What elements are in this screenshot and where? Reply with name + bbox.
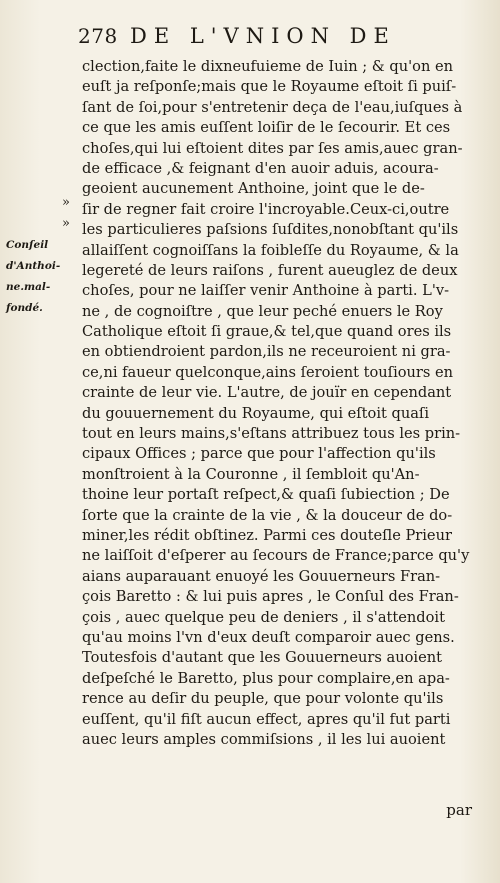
text-line: legereté de leurs raiſons , furent aueuglez de deux — [82, 261, 458, 279]
quote-mark: » — [62, 216, 70, 231]
text-line: qu'au moins l'vn d'eux deuſt comparoir auec gens. — [82, 628, 455, 646]
text-line: ne laiſſoit d'eſperer au ſecours de France;parce qu'y — [82, 547, 470, 565]
text-line: aians auparauant enuoyé les Gouuerneurs Fran- — [82, 567, 441, 585]
text-line: clection,faite le dixneufuieme de Iuin ; & qu'on en — [82, 58, 454, 75]
text-line: çois , auec quelque peu de deniers , il s'attendoit — [82, 608, 445, 626]
text-line: allaiſſent cognoiſſans la foibleſſe du Royaume, & la — [82, 241, 459, 259]
running-title: DE L'VNION DE — [130, 24, 396, 48]
text-line: euſſent, qu'il fiſt aucun effect, apres qu'il fut parti — [82, 710, 451, 728]
text-line: rence au deſir du peuple, que pour volonte qu'ils — [82, 690, 444, 708]
text-line: euſt ja reſponſe;mais que le Royaume eſtoit ſi puiſ- — [82, 78, 457, 96]
text-line: ce,ni faueur quelconque,ains ſeroient touſiours en — [82, 363, 454, 381]
text-line: deſpeſché le Baretto, plus pour complaire,en apa- — [82, 669, 450, 687]
catchword: par — [446, 801, 472, 819]
text-line: en obtiendroient pardon,ils ne receuroient ni gra- — [82, 343, 451, 361]
margin-note-line: ne.mal- — [6, 281, 51, 293]
text-line: de efficace ,& feignant d'en auoir aduis, acoura- — [82, 159, 439, 177]
text-line: tout en leurs mains,s'eſtans attribuez tous les prin- — [82, 425, 461, 443]
text-line: auec leurs amples commiſsions , il les lui auoient — [82, 730, 446, 748]
text-line: ne , de cognoiſtre , que leur peché enuers le Roy — [82, 302, 443, 320]
text-line: Toutesfois d'autant que les Gouuerneurs auoient — [82, 649, 442, 667]
quote-mark: » — [62, 195, 70, 210]
text-line: du gouuernement du Royaume, qui eſtoit quaſi — [82, 404, 430, 422]
text-line: ſant de ſoi,pour s'entretenir deça de l'eau,iuſques à — [82, 98, 463, 116]
text-line: ſir de regner fait croire l'incroyable.Ceux-ci,outre — [82, 200, 450, 218]
text-line: les particulieres paſsions ſuſdites,nonobſtant qu'ils — [82, 221, 459, 239]
text-line: crainte de leur vie. L'autre, de jouïr en cependant — [82, 384, 452, 402]
text-line: ce que les amis euſſent loiſir de le ſecourir. Et ces — [82, 119, 451, 137]
margin-note-line: fondé. — [6, 302, 43, 314]
text-line: monſtroient à la Couronne , il ſembloit qu'An- — [82, 465, 420, 483]
text-line: Catholique eſtoit ſi graue,& tel,que quand ores ils — [82, 323, 452, 341]
margin-note — [6, 235, 76, 319]
body-text — [82, 57, 484, 750]
text-line: thoine leur portaſt reſpect,& quaſi ſubiection ; De — [82, 486, 450, 504]
text-line: ſorte que la crainte de la vie , & la douceur de do- — [82, 506, 453, 524]
text-line: geoient aucunement Anthoine, joint que le de- — [82, 180, 425, 198]
page-number: 278 — [78, 24, 118, 48]
page-header — [78, 22, 460, 52]
text-line: choſes,qui lui eſtoient dites par ſes amis,auec gran- — [82, 139, 463, 157]
text-line: choſes, pour ne laiſſer venir Anthoine à parti. L'v- — [82, 282, 450, 300]
text-line: cipaux Offices ; parce que pour l'affection qu'ils — [82, 445, 436, 463]
margin-note-line: Conſeil — [6, 239, 49, 251]
margin-note-line: d'Anthoi- — [6, 260, 61, 272]
text-line: çois Baretto : & lui puis apres , le Conſul des Fran- — [82, 588, 459, 606]
text-line: miner,les rédit obſtinez. Parmi ces douteſle Prieur — [82, 526, 452, 544]
